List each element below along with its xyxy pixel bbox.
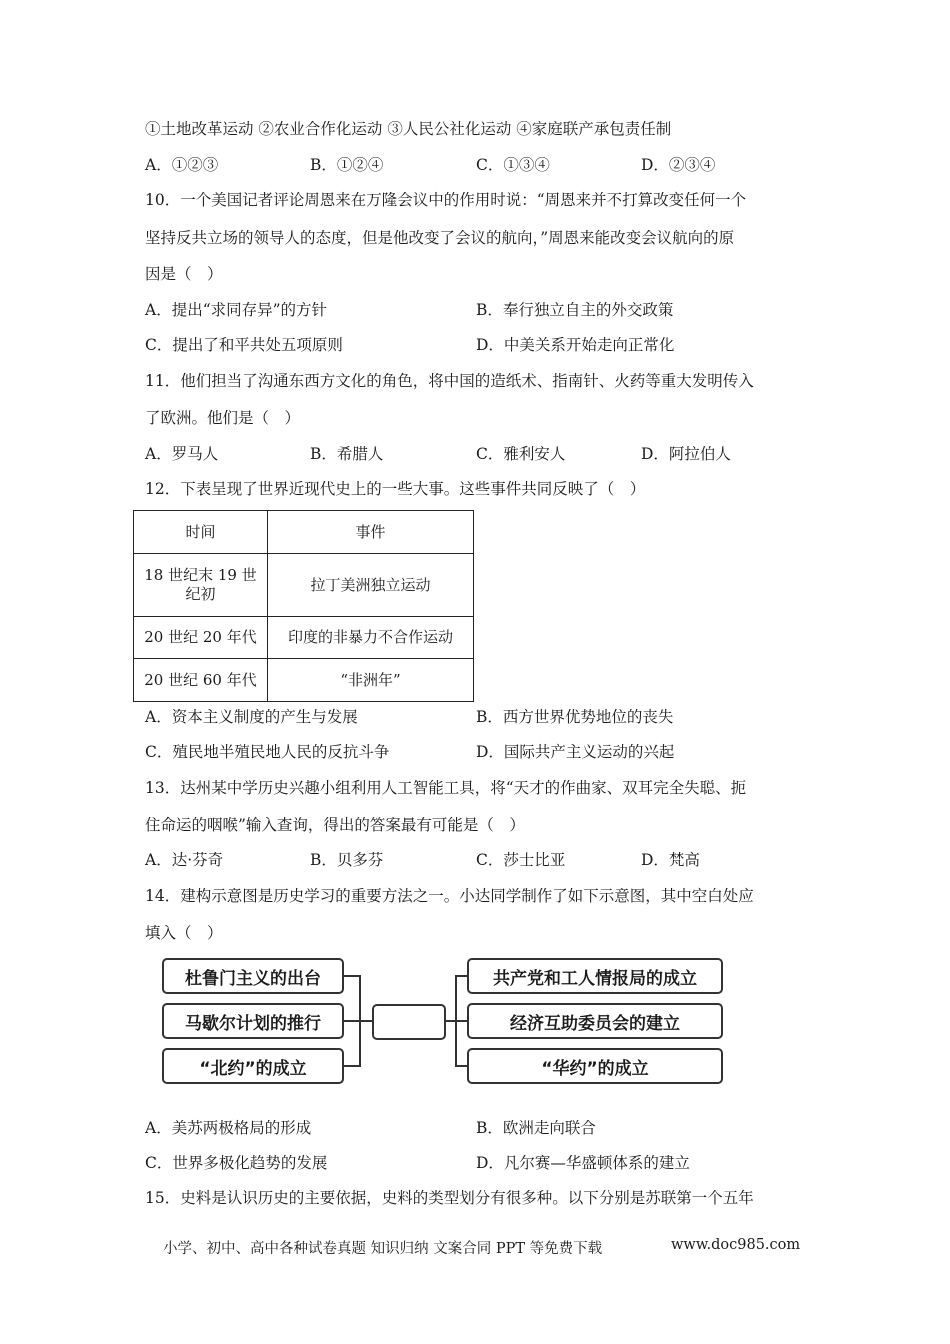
footer-text: 小学、初中、高中各种试卷真题 知识归纳 文案合同 PPT 等免费下载: [163, 1241, 603, 1257]
q10-option-c: C．提出了和平共处五项原则: [145, 336, 343, 354]
q12-option-a: A．资本主义制度的产生与发展: [145, 708, 358, 726]
q14-line-1: 14．建构示意图是历史学习的重要方法之一。小达同学制作了如下示意图，其中空白处应: [145, 887, 754, 905]
q15-line-1: 15．史料是认识历史的主要依据，史料的类型划分有很多种。以下分别是苏联第一个五年: [145, 1189, 754, 1207]
q11-line-2: 了欧洲。他们是（ ）: [145, 409, 301, 427]
q13-option-d: D．梵高: [641, 851, 700, 869]
q11-option-b: B．希腊人: [310, 445, 384, 463]
table-header-row: [134, 511, 474, 554]
q11-option-d: D．阿拉伯人: [641, 445, 731, 463]
q10-option-d: D．中美关系开始走向正常化: [476, 336, 675, 354]
q10-line-2: 坚持反共立场的领导人的态度，但是他改变了会议的航向，”周恩来能改变会议航向的原: [145, 229, 735, 247]
q10-line-3: 因是（ ）: [145, 265, 223, 283]
table-cell-time: [134, 554, 268, 617]
diagram-box-nato: “北约”的成立: [162, 1048, 344, 1084]
diagram-blank-box: [372, 1004, 446, 1040]
connector-line: [359, 1020, 373, 1022]
events-table: [133, 510, 474, 702]
q13-option-c: C．莎士比亚: [476, 851, 566, 869]
diagram-box-truman-doctrine: 杜鲁门主义的出台: [162, 958, 344, 994]
q11-option-a: A．罗马人: [145, 445, 219, 463]
table-row: [134, 554, 474, 617]
diagram-box-warsaw-pact: “华约”的成立: [467, 1048, 723, 1084]
q13-line-1: 13．达州某中学历史兴趣小组利用人工智能工具，将“天才的作曲家、双耳完全失聪、扼: [145, 779, 747, 797]
q13-option-a: A．达·芬奇: [145, 851, 224, 869]
q12-stem: 12．下表呈现了世界近现代史上的一些大事。这些事件共同反映了（ ）: [145, 480, 646, 498]
table-cell-time-line-1: 18 世纪末 19 世: [144, 566, 257, 584]
q14-option-a: A．美苏两极格局的形成: [145, 1119, 312, 1137]
diagram-box-marshall-plan: 马歇尔计划的推行: [162, 1003, 344, 1039]
q9-option-b: B．①②④: [310, 156, 384, 174]
q9-option-d: D．②③④: [641, 156, 716, 174]
q14-line-2: 填入（ ）: [145, 924, 223, 942]
diagram-box-cominform: 共产党和工人情报局的成立: [467, 958, 723, 994]
table-cell-event: 印度的非暴力不合作运动: [268, 617, 474, 659]
q9-option-a: A．①②③: [145, 156, 219, 174]
q12-option-b: B．西方世界优势地位的丧失: [476, 708, 674, 726]
q14-option-d: D．凡尔赛—华盛顿体系的建立: [476, 1154, 690, 1172]
table-cell-time-line-2: 纪初: [185, 585, 216, 603]
q10-option-b: B．奉行独立自主的外交政策: [476, 301, 674, 319]
table-row: [134, 659, 474, 702]
q12-option-c: C．殖民地半殖民地人民的反抗斗争: [145, 743, 390, 761]
table-row: [134, 617, 474, 659]
q14-option-c: C．世界多极化趋势的发展: [145, 1154, 328, 1172]
q13-line-2: 住命运的咽喉”输入查询，得出的答案最有可能是（ ）: [145, 816, 525, 834]
q10-option-a: A．提出“求同存异”的方针: [145, 301, 328, 319]
table-cell-time: 20 世纪 60 年代: [134, 659, 268, 702]
q9-option-c: C．①③④: [476, 156, 550, 174]
table-cell-event: 拉丁美洲独立运动: [268, 554, 474, 617]
diagram-box-comecon: 经济互助委员会的建立: [467, 1003, 723, 1039]
q11-option-c: C．雅利安人: [476, 445, 566, 463]
footer-url[interactable]: www.doc985.com: [671, 1237, 801, 1253]
q12-option-d: D．国际共产主义运动的兴起: [476, 743, 675, 761]
table-cell-time: 20 世纪 20 年代: [134, 617, 268, 659]
table-cell-event: “非洲年”: [268, 659, 474, 702]
q9-items: ①土地改革运动 ②农业合作化运动 ③人民公社化运动 ④家庭联产承包责任制: [145, 120, 672, 138]
q11-line-1: 11．他们担当了沟通东西方文化的角色，将中国的造纸术、指南针、火药等重大发明传入: [145, 372, 754, 390]
q14-option-b: B．欧洲走向联合: [476, 1119, 596, 1137]
q13-option-b: B．贝多芬: [310, 851, 384, 869]
table-header-event: 事件: [268, 511, 474, 554]
q10-line-1: 10．一个美国记者评论周恩来在万隆会议中的作用时说：“周恩来并不打算改变任何一个: [145, 191, 747, 209]
table-header-time: 时间: [134, 511, 268, 554]
